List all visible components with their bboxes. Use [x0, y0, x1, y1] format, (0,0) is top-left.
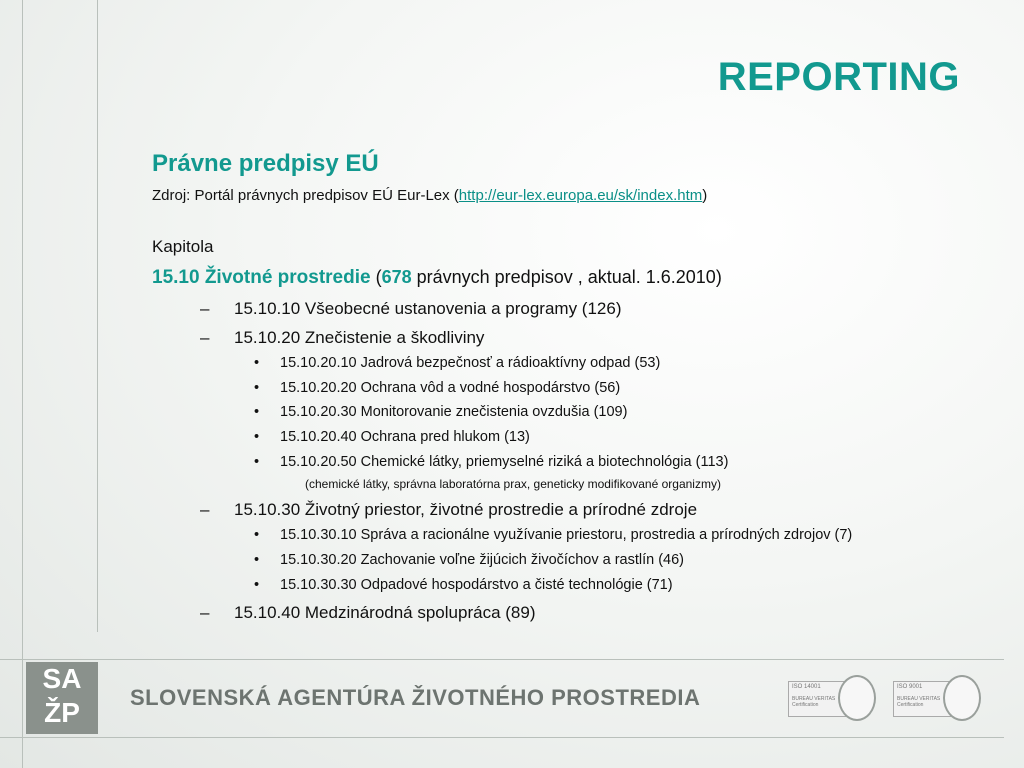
certification-badge-iso14001	[788, 673, 876, 721]
list-item-text: 15.10.20.10 Jadrová bezpečnosť a rádioaktívny odpad (53)	[280, 355, 661, 371]
dash-marker: –	[200, 500, 210, 519]
cert-iso-text: ISO 9001	[897, 684, 923, 690]
list-item-text: 15.10.30.10 Správa a racionálne využívanie priestoru, prostredia a prírodných zdrojov (7)	[280, 527, 853, 543]
list-item	[200, 500, 697, 520]
bullet-marker: •	[254, 404, 260, 420]
list-item-text: 15.10.20.50 Chemické látky, priemyselné riziká a biotechnológia (113)	[280, 454, 729, 470]
certification-seal-icon	[838, 675, 876, 721]
chapter-line	[152, 267, 722, 289]
list-item-text: 15.10.30.20 Zachovanie voľne žijúcich živočíchov a rastlín (46)	[280, 552, 685, 568]
chapter-count: 678	[381, 267, 412, 287]
section-heading: Právne predpisy EÚ	[152, 150, 379, 177]
list-item	[254, 552, 684, 568]
dash-marker: –	[200, 603, 210, 622]
frame-line-left	[22, 0, 23, 768]
agency-name: SLOVENSKÁ AGENTÚRA ŽIVOTNÉHO PROSTREDIA	[130, 685, 701, 710]
list-item	[254, 527, 852, 543]
list-item-text: 15.10.30.30 Odpadové hospodárstvo a čisté technológie (71)	[280, 577, 673, 593]
bullet-marker: •	[254, 552, 260, 568]
list-item-text: 15.10.10 Všeobecné ustanovenia a programy (126)	[234, 299, 622, 318]
bullet-marker: •	[254, 355, 260, 371]
list-item-text: 15.10.40 Medzinárodná spolupráca (89)	[234, 603, 536, 622]
list-item-text: 15.10.20.20 Ochrana vôd a vodné hospodárstvo (56)	[280, 380, 621, 396]
list-item	[200, 328, 484, 348]
frame-line-footer-top	[0, 659, 1004, 660]
list-item-text: 15.10.20.30 Monitorovanie znečistenia ovzdušia (109)	[280, 404, 628, 420]
list-item	[254, 429, 530, 445]
frame-line-inner	[97, 0, 98, 632]
logo-top-text: SA	[42, 663, 82, 694]
chapter-open: (	[370, 267, 382, 287]
eur-lex-link[interactable]: http://eur-lex.europa.eu/sk/index.htm	[458, 187, 703, 204]
chapter-rest: právnych predpisov , aktual. 1.6.2010)	[411, 267, 722, 287]
list-item-text: 15.10.30 Životný priestor, životné prostredie a prírodné zdroje	[234, 500, 698, 519]
chapter-title: 15.10 Životné prostredie	[152, 267, 371, 288]
source-suffix: )	[702, 187, 708, 204]
sazp-logo	[26, 662, 98, 734]
bullet-marker: •	[254, 527, 260, 543]
certification-seal-icon	[943, 675, 981, 721]
kapitola-label: Kapitola	[152, 237, 214, 256]
bullet-marker: •	[254, 577, 260, 593]
source-prefix: Zdroj: Portál právnych predpisov EÚ Eur-Lex (	[152, 187, 459, 204]
cert-bv-text: BUREAU VERITAS Certification	[897, 696, 941, 708]
dash-marker: –	[200, 328, 210, 347]
bullet-marker: •	[254, 429, 260, 445]
list-item	[254, 355, 660, 371]
cert-iso-text: ISO 14001	[792, 684, 821, 690]
frame-line-footer-bottom	[0, 737, 1004, 738]
cert-bv-text: BUREAU VERITAS Certification	[792, 696, 836, 708]
list-item-text: 15.10.20.40 Ochrana pred hlukom (13)	[280, 429, 530, 445]
page-title: REPORTING	[717, 55, 960, 99]
source-line	[152, 187, 707, 204]
list-item-note: (chemické látky, správna laboratórna prax, geneticky modifikované organizmy)	[305, 477, 721, 491]
list-item	[254, 454, 728, 470]
list-item	[254, 404, 627, 420]
list-item	[254, 577, 673, 593]
bullet-marker: •	[254, 380, 260, 396]
logo-bottom-text: ŽP	[44, 697, 80, 728]
list-item	[200, 603, 535, 623]
dash-marker: –	[200, 299, 210, 318]
bullet-marker: •	[254, 454, 260, 470]
list-item	[254, 380, 620, 396]
list-item	[200, 299, 621, 319]
list-item-text: 15.10.20 Znečistenie a škodliviny	[234, 328, 485, 347]
certification-badge-iso9001	[893, 673, 981, 721]
